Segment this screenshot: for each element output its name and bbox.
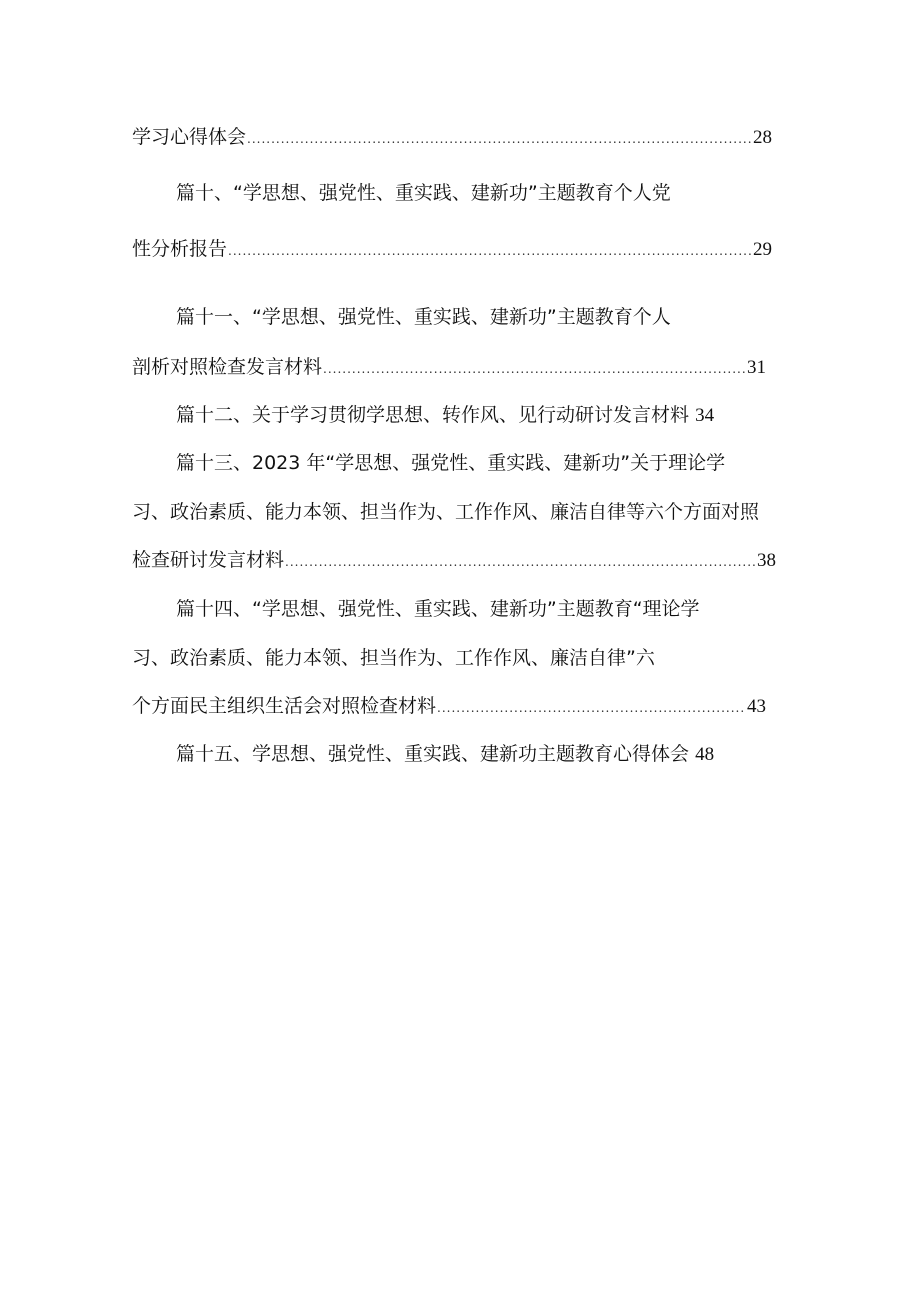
toc-entry-line[interactable] <box>176 741 714 768</box>
toc-entry-line[interactable] <box>176 304 671 330</box>
toc-entry-text: 习、政治素质、能力本领、担当作为、工作作风、廉洁自律等六个方面对照 <box>132 501 760 523</box>
toc-entry-text: 性分析报告 <box>132 238 228 260</box>
dot-leader <box>323 356 746 382</box>
toc-page-number: 28 <box>753 127 772 148</box>
toc-entry-text: 篇十四、“学思想、强党性、重实践、建新功”主题教育“理论学 <box>176 598 700 620</box>
dot-leader <box>437 695 746 721</box>
toc-page-number: 38 <box>757 550 776 571</box>
toc-entry-line[interactable] <box>132 124 772 152</box>
toc-page-number: 31 <box>747 357 766 378</box>
toc-entry-line[interactable] <box>176 180 671 206</box>
toc-entry-line[interactable] <box>176 402 714 429</box>
toc-entry-text: 个方面民主组织生活会对照检查材料 <box>132 695 437 717</box>
toc-entry-text: 篇十三、2023 年“学思想、强党性、重实践、建新功”关于理论学 <box>176 452 726 474</box>
toc-entry-line[interactable] <box>132 354 766 382</box>
toc-entry-text: 检查研讨发言材料 <box>132 549 285 571</box>
toc-entry-line[interactable] <box>132 499 759 525</box>
toc-entry-line[interactable] <box>176 450 725 476</box>
dot-leader <box>285 549 756 575</box>
toc-entry-text: 习、政治素质、能力本领、担当作为、工作作风、廉洁自律”六 <box>132 647 655 669</box>
toc-entry-line[interactable] <box>176 596 700 622</box>
toc-entry-line[interactable] <box>132 236 772 264</box>
toc-entry-line[interactable] <box>132 645 655 671</box>
toc-entry-text: 学习心得体会 <box>132 126 247 148</box>
toc-entry-text: 剖析对照检查发言材料 <box>132 356 323 378</box>
toc-entry-text: 篇十一、“学思想、强党性、重实践、建新功”主题教育个人 <box>176 306 671 328</box>
toc-entry-line[interactable] <box>132 547 776 575</box>
dot-leader <box>228 238 752 264</box>
toc-page-number: 34 <box>695 405 715 426</box>
toc-entry-text: 篇十五、学思想、强党性、重实践、建新功主题教育心得体会 <box>176 743 690 765</box>
toc-entry-text: 篇十二、关于学习贯彻学思想、转作风、见行动研讨发言材料 <box>176 404 690 426</box>
toc-entry-line[interactable] <box>132 693 766 721</box>
toc-entry-text: 篇十、“学思想、强党性、重实践、建新功”主题教育个人党 <box>176 182 671 204</box>
toc-page-number: 29 <box>753 239 772 260</box>
dot-leader <box>247 126 752 152</box>
toc-page-number: 48 <box>695 744 715 765</box>
toc-page-number: 43 <box>747 696 766 717</box>
